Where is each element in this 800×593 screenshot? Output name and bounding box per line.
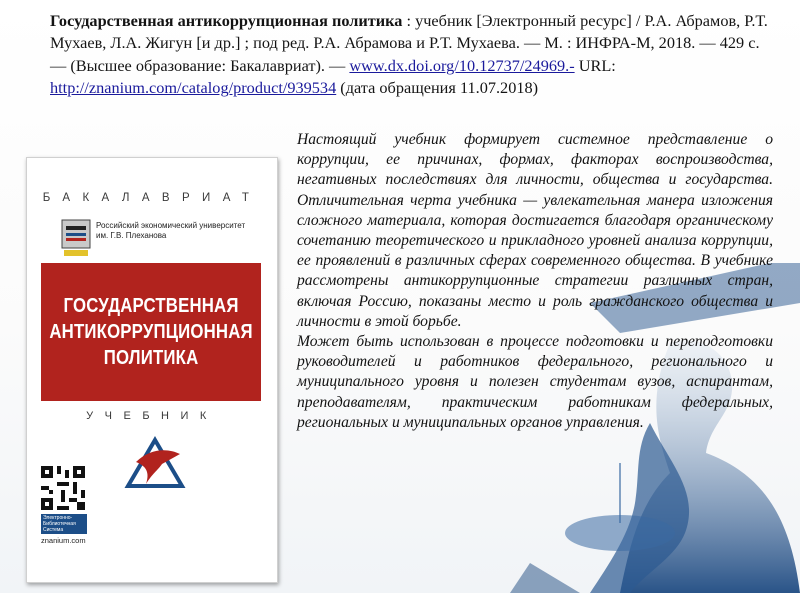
doi-link[interactable]: www.dx.doi.org/10.12737/24969.- [349, 55, 575, 75]
cover-university-name: Российский экономический университет им. Г.В. Плеханова [96, 221, 246, 240]
url-prefix: URL: [574, 55, 616, 75]
ebs-line-3: Система [43, 527, 64, 533]
ebs-badge [41, 514, 87, 534]
description-paragraph-1: Настоящий учебник формирует системное представление о коррупции, ее причинах, формах, факторах воспроизводства, негативных последствиях для личности, общества и государства. Отличительная черта учебника — увлекательная манера изложения сложного материала, которая достигается благодаря органическому сочетанию теоретического и прикладного уровней анализа коррупции, ее проявлений в различных сферах современного общества. В учебнике рассмотрены антикоррупционные стратегии различных стран, включая Россию, показаны место и роль гражданского общества и личности в этой борьбе. [297, 131, 773, 330]
bibliographic-citation [50, 10, 776, 100]
book-cover-image [26, 157, 278, 583]
cover-title-panel [41, 263, 261, 401]
publisher-emblem-icon [122, 430, 188, 490]
cover-book-title: ГОСУДАРСТВЕННАЯ АНТИКОРРУПЦИОННАЯ ПОЛИТИКА [49, 295, 253, 369]
citation-title: Государственная антикоррупционная политика [50, 11, 403, 30]
qr-code-icon [41, 466, 85, 510]
description-paragraph-2: Может быть использован в процессе подготовки и переподготовки руководителей и работников федерального, регионального и муниципального уровня и полезен студентам вузов, аспирантам, преподавателям, практическим работникам федеральных, региональных и муниципальных органов управления. [297, 333, 773, 431]
book-description [297, 130, 773, 433]
citation-body: : учебник [Электронный ресурс] / Р.А. Абрамов, Р.Т. Мухаев, Л.А. Жигун [и др.] ; под ред. Р.А. Абрамова и Р.Т. Мухаева. — М. : ИНФРА-М, 2018. — 429 с. — (Высшее образование: Бакалавриат). — [50, 11, 768, 75]
access-date: (дата обращения 11.07.2018) [336, 78, 539, 98]
ebs-line-2: Библиотечная [43, 521, 76, 527]
catalog-url-link[interactable]: http://znanium.com/catalog/product/939534 [50, 78, 337, 98]
cover-series-label: БАКАЛАВРИАТ [42, 192, 262, 204]
ebs-line-1: Электронно- [43, 515, 73, 521]
cover-document-type: УЧЕБНИК [86, 410, 218, 422]
cover-site-label: znanium.com [41, 536, 86, 545]
